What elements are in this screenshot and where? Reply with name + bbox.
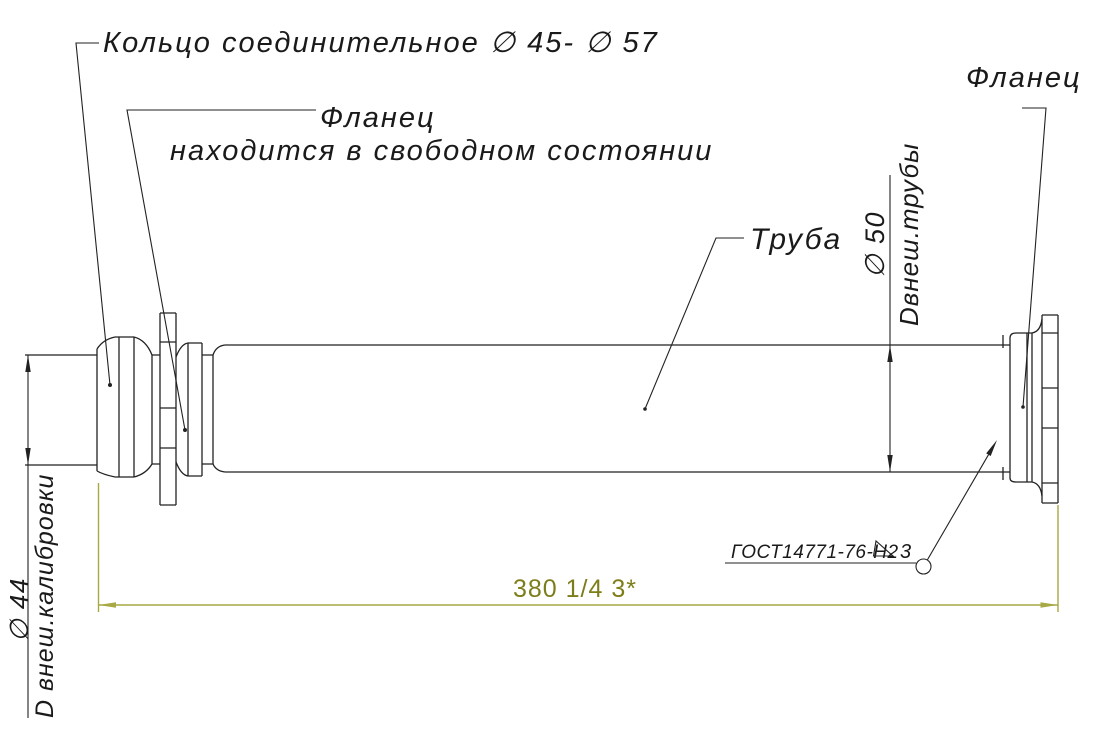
dim-pipe-diameter — [860, 143, 924, 472]
weld-callout — [725, 440, 997, 574]
pipe-dia-value: ∅ 50 — [860, 210, 890, 278]
dim-overall-length — [99, 483, 1059, 612]
dim-calibration-diameter — [4, 355, 59, 718]
left-flange — [160, 313, 213, 505]
overall-length-value: 380 1/4 3* — [513, 575, 637, 603]
right-flange — [1003, 315, 1058, 503]
weld-leader-circle-icon — [916, 559, 931, 574]
right-flange-label: Фланец — [966, 62, 1082, 94]
flange-free-label-line2: находится в свободном состоянии — [170, 135, 714, 167]
connecting-ring-label: Кольцо соединительное ∅ 45- ∅ 57 — [103, 27, 659, 59]
left-stub — [25, 355, 97, 465]
weld-size-label: 3 — [900, 541, 912, 563]
flange-free-label-line1: Фланец — [320, 102, 436, 134]
calibration-dia-desc: D внеш.калибровки — [31, 473, 59, 718]
weld-leader-arrow-icon — [986, 440, 997, 456]
leader-connecting-ring — [76, 43, 112, 387]
pipe-label: Труба — [750, 223, 843, 256]
leader-pipe — [643, 238, 744, 411]
calibration-dia-value: ∅ 44 — [4, 577, 34, 642]
pipe-dia-desc: Dвнеш.трубы — [894, 142, 924, 326]
connecting-ring — [97, 337, 160, 477]
weld-standard-label: ГОСТ14771-76-Н2 — [731, 542, 899, 563]
